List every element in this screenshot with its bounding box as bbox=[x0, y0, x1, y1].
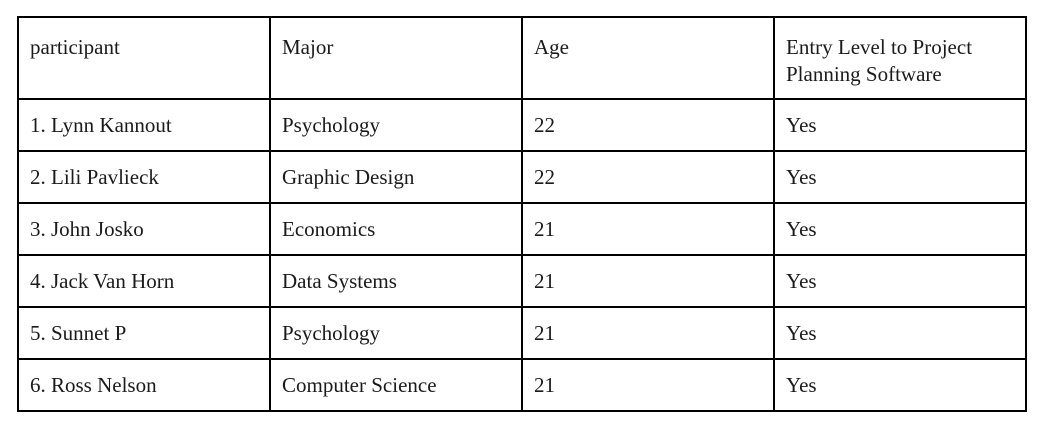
cell-major: Data Systems bbox=[270, 255, 522, 307]
table-row bbox=[18, 203, 1026, 255]
cell-major: Psychology bbox=[270, 307, 522, 359]
cell-entry-level: Yes bbox=[774, 255, 1026, 307]
table-row bbox=[18, 255, 1026, 307]
cell-age: 22 bbox=[522, 99, 774, 151]
table-row bbox=[18, 151, 1026, 203]
cell-participant: 6. Ross Nelson bbox=[18, 359, 270, 411]
cell-entry-level: Yes bbox=[774, 307, 1026, 359]
cell-entry-level: Yes bbox=[774, 151, 1026, 203]
cell-entry-level: Yes bbox=[774, 99, 1026, 151]
cell-age: 21 bbox=[522, 359, 774, 411]
header-major: Major bbox=[270, 17, 522, 99]
cell-age: 21 bbox=[522, 307, 774, 359]
table-row bbox=[18, 99, 1026, 151]
cell-major: Computer Science bbox=[270, 359, 522, 411]
cell-age: 21 bbox=[522, 203, 774, 255]
cell-participant: 2. Lili Pavlieck bbox=[18, 151, 270, 203]
cell-entry-level: Yes bbox=[774, 203, 1026, 255]
table-row bbox=[18, 359, 1026, 411]
table-header-row bbox=[18, 17, 1026, 99]
header-age: Age bbox=[522, 17, 774, 99]
cell-major: Economics bbox=[270, 203, 522, 255]
cell-entry-level: Yes bbox=[774, 359, 1026, 411]
participants-table bbox=[17, 16, 1027, 412]
cell-major: Psychology bbox=[270, 99, 522, 151]
cell-participant: 4. Jack Van Horn bbox=[18, 255, 270, 307]
cell-participant: 3. John Josko bbox=[18, 203, 270, 255]
cell-participant: 5. Sunnet P bbox=[18, 307, 270, 359]
participants-table-container bbox=[17, 16, 1027, 412]
cell-major: Graphic Design bbox=[270, 151, 522, 203]
table-row bbox=[18, 307, 1026, 359]
header-entry-level: Entry Level to Project Planning Software bbox=[774, 17, 1026, 99]
header-participant: participant bbox=[18, 17, 270, 99]
cell-age: 22 bbox=[522, 151, 774, 203]
cell-participant: 1. Lynn Kannout bbox=[18, 99, 270, 151]
cell-age: 21 bbox=[522, 255, 774, 307]
